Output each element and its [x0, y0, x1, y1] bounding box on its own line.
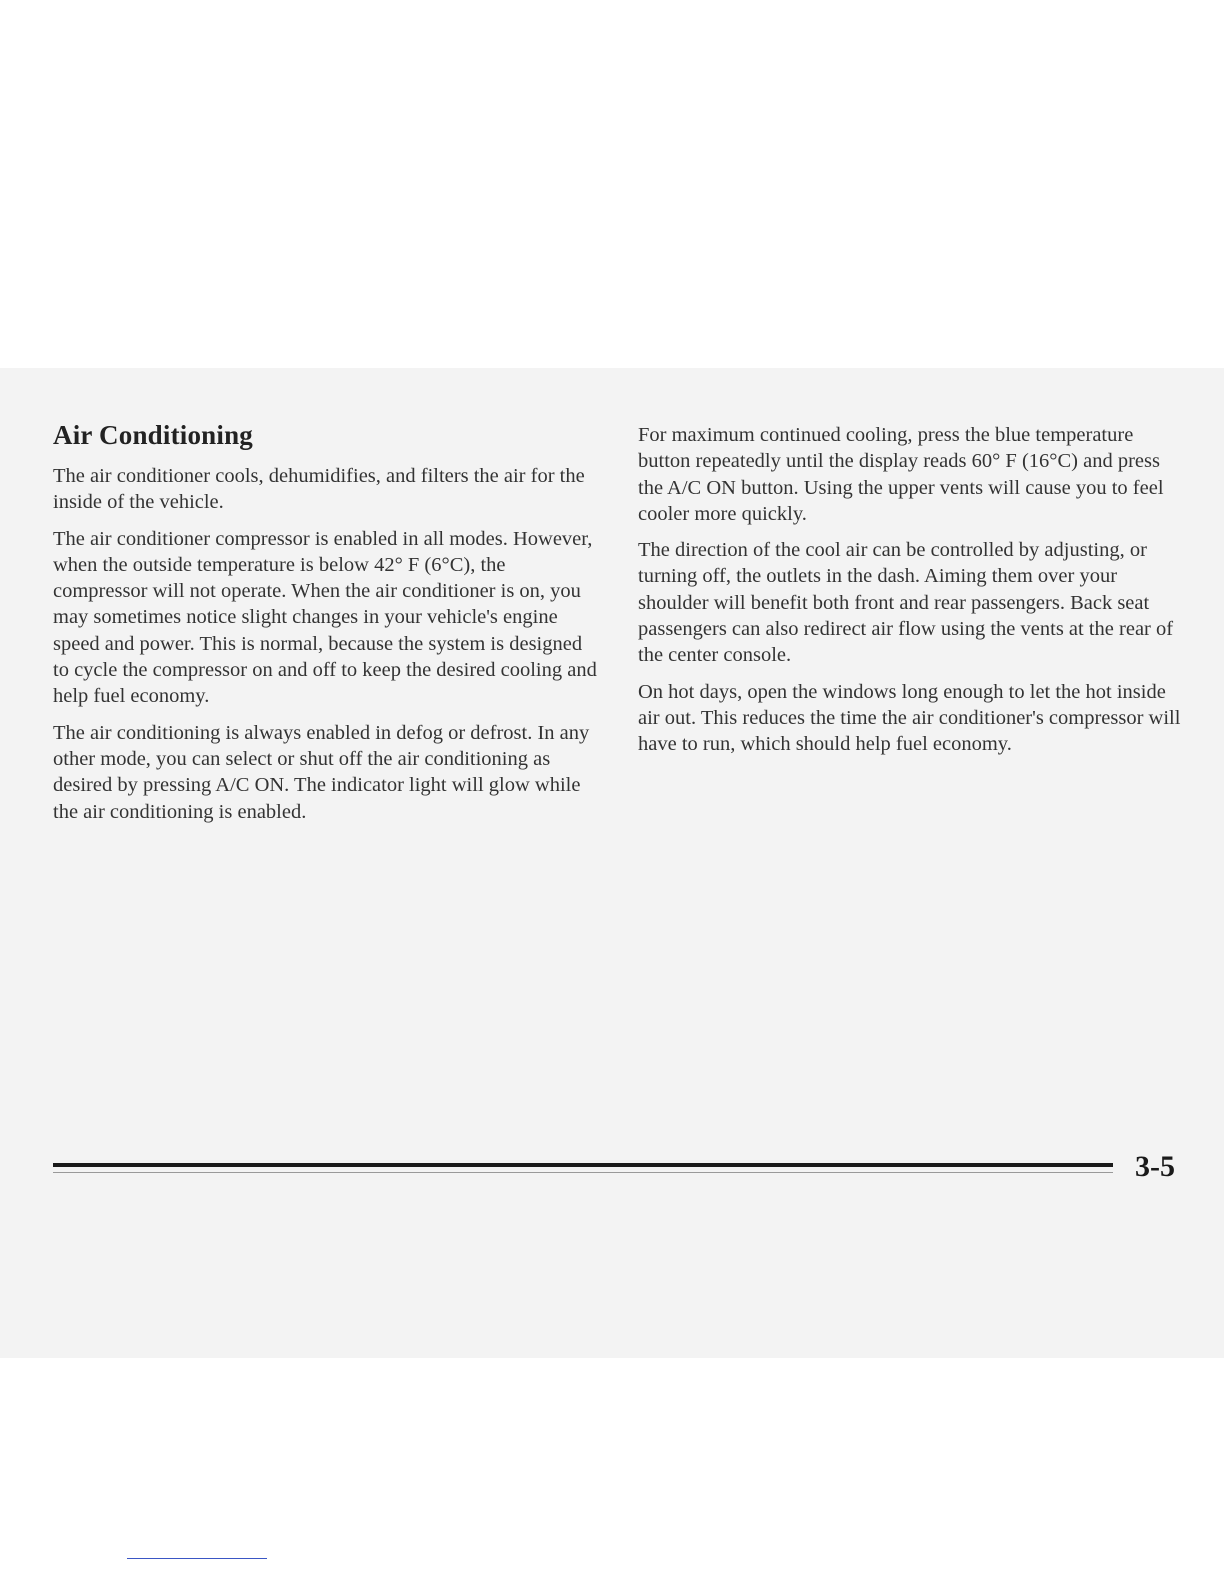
paragraph: The air conditioner compressor is enabled in all modes. However, when the outside temperature is below 42° F (6°C), the compressor will not operate. When the air conditioner is on, you may sometimes notice slight changes in your vehicle's engine speed and power. This is normal, because the system is designed to cycle the compressor on and off to keep the desired cooling and help fuel economy.	[53, 527, 597, 708]
paragraph: The air conditioner cools, dehumidifies, and filters the air for the inside of the vehicle.	[53, 465, 585, 514]
page-number: 3-5	[1135, 1150, 1175, 1183]
right-column	[638, 422, 1183, 768]
footer-rule-thin	[53, 1172, 1113, 1173]
paragraph: On hot days, open the windows long enough to let the hot inside air out. This reduces the time the air conditioner's compressor will have to run, which should help fuel economy.	[638, 680, 1181, 756]
section-title: Air Conditioning	[53, 420, 254, 450]
left-column	[53, 420, 598, 835]
paragraph: The direction of the cool air can be controlled by adjusting, or turning off, the outlets in the dash. Aiming them over your shoulder will benefit both front and rear passengers. Back seat passengers can also redirect air flow using the vents at the rear of the center console.	[638, 539, 1174, 667]
bottom-link-underline[interactable]	[127, 1558, 267, 1559]
paragraph: For maximum continued cooling, press the blue temperature button repeatedly until the display reads 60° F (16°C) and press the A/C ON button. Using the upper vents will cause you to feel cooler more quickly.	[638, 424, 1164, 525]
footer-rule	[53, 1163, 1113, 1167]
paragraph: The air conditioning is always enabled in defog or defrost. In any other mode, you can select or shut off the air conditioning as desired by pressing A/C ON. The indicator light will glow while the air conditioning is enabled.	[53, 721, 590, 823]
